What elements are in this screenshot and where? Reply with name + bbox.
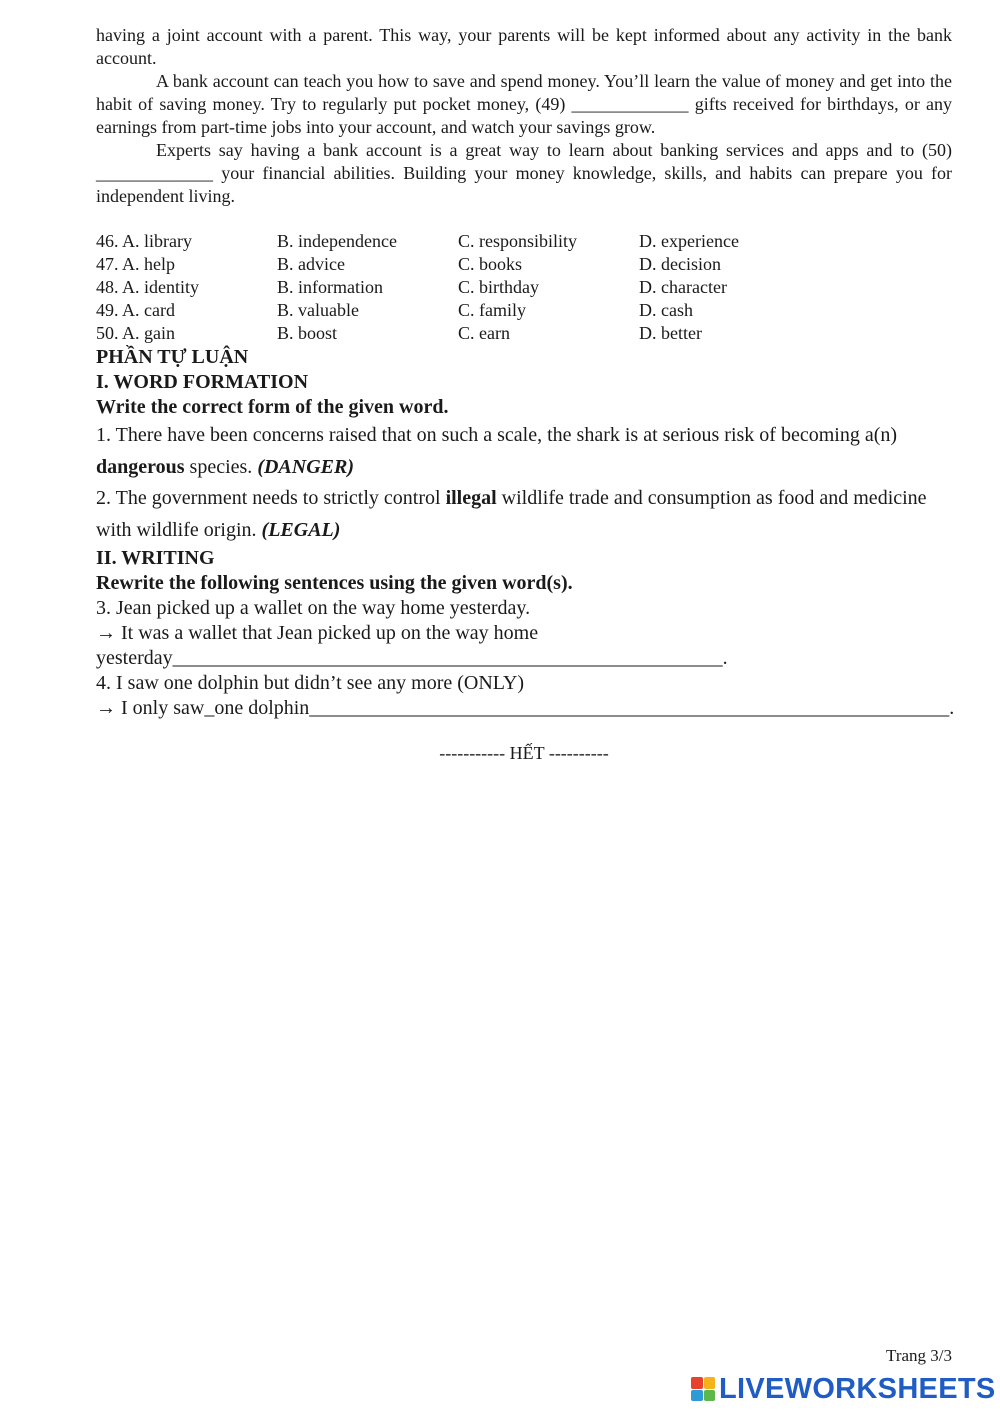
writing-heading: II. WRITING — [96, 547, 215, 569]
writing-question-3: 3. Jean picked up a wallet on the way home yesterday. — [96, 597, 531, 619]
blank-50[interactable]: _____________ — [96, 163, 213, 183]
q2-text-before: 2. The government needs to strictly control — [96, 487, 446, 509]
option-47-c[interactable]: C. books — [458, 254, 523, 274]
options-row-48 — [96, 276, 952, 299]
word-formation-question-2 — [96, 483, 952, 546]
worksheet-page — [96, 24, 955, 764]
option-49-d[interactable]: D. cash — [639, 300, 693, 320]
writing-instruction: Rewrite the following sentences using the given word(s). — [96, 572, 573, 594]
page-number: Trang 3/3 — [886, 1346, 952, 1365]
option-46-b[interactable]: B. independence — [277, 231, 397, 251]
end-mark: ----------- HẾT ---------- — [439, 743, 609, 763]
reading-paragraph-3 — [96, 139, 952, 208]
word-formation-heading: I. WORD FORMATION — [96, 371, 309, 393]
word-formation-instruction: Write the correct form of the given word. — [96, 396, 449, 418]
q1-hint: (DANGER) — [257, 455, 354, 478]
option-46-a[interactable]: 46. A. library — [96, 231, 192, 251]
option-48-b[interactable]: B. information — [277, 277, 383, 297]
options-row-50 — [96, 322, 952, 345]
reading-paragraph-1: having a joint account with a parent. This way, your parents will be kept informed about any activity in the bank account. — [96, 25, 952, 68]
q1-text-before: 1. There have been concerns raised that on such a scale, the shark is at serious risk of becoming a(n) — [96, 424, 898, 446]
reading-p3-after: your financial abilities. Building your money knowledge, skills, and habits can prepare you for independent living. — [96, 163, 952, 206]
option-48-d[interactable]: D. character — [639, 277, 727, 297]
option-50-b[interactable]: B. boost — [277, 323, 338, 343]
reading-paragraph-2 — [96, 70, 952, 139]
q1-answer[interactable]: dangerous — [96, 455, 185, 478]
option-49-c[interactable]: C. family — [458, 300, 526, 320]
option-48-a[interactable]: 48. A. identity — [96, 277, 199, 297]
option-49-b[interactable]: B. valuable — [277, 300, 359, 320]
writing-q3-answer-line[interactable]: yesterday_______________________________________________________. — [96, 647, 728, 669]
reading-p3-before: Experts say having a bank account is a great way to learn about banking services and apps and to (50) — [156, 140, 952, 160]
answer-options — [96, 230, 952, 345]
word-formation-question-1 — [96, 420, 952, 483]
reading-p2-before: A bank account can teach you how to save and spend money. You’ll learn the value of money and get into the habit of saving money. Try to regularly put pocket money, (49) — [96, 71, 952, 114]
q2-text-after: wildlife trade and consumption as food and medicine with wildlife origin. — [96, 487, 927, 541]
options-row-47 — [96, 253, 952, 276]
q2-hint: (LEGAL) — [261, 518, 341, 541]
writing-q4-answer-line[interactable]: → I only saw_one dolphin________________________________________________________________. — [96, 697, 955, 719]
option-49-a[interactable]: 49. A. card — [96, 300, 175, 320]
option-48-c[interactable]: C. birthday — [458, 277, 539, 297]
reading-p2-after: gifts received for birthdays, or any earnings from part-time jobs into your account, and watch your savings grow. — [96, 94, 952, 137]
option-47-a[interactable]: 47. A. help — [96, 254, 175, 274]
option-47-b[interactable]: B. advice — [277, 254, 345, 274]
brand-name: LIVEWORKSHEETS — [719, 1372, 996, 1405]
brand-logo[interactable] — [691, 1372, 996, 1406]
liveworksheets-logo-icon — [691, 1377, 715, 1401]
essay-heading: PHẦN TỰ LUẬN — [96, 346, 249, 368]
option-50-a[interactable]: 50. A. gain — [96, 323, 175, 343]
q2-answer[interactable]: illegal — [445, 487, 497, 509]
q1-text-after: species. — [184, 455, 258, 478]
options-row-46 — [96, 230, 952, 253]
option-50-d[interactable]: D. better — [639, 323, 702, 343]
blank-49[interactable]: _____________ — [571, 94, 689, 114]
option-47-d[interactable]: D. decision — [639, 254, 721, 274]
options-row-49 — [96, 299, 952, 322]
option-46-d[interactable]: D. experience — [639, 231, 739, 251]
writing-question-4: 4. I saw one dolphin but didn’t see any more (ONLY) — [96, 672, 525, 694]
option-50-c[interactable]: C. earn — [458, 323, 510, 343]
writing-q3-rewrite-line-1: → It was a wallet that Jean picked up on the way home — [96, 622, 539, 644]
option-46-c[interactable]: C. responsibility — [458, 231, 578, 251]
